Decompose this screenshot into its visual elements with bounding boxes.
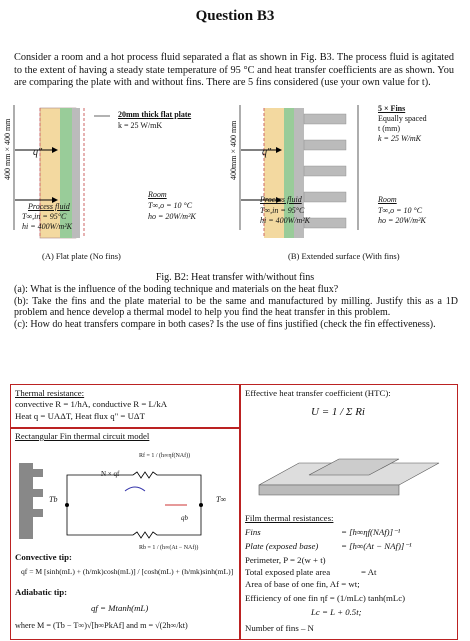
thermal-res-l1: convective R = 1/hA, conductive R = L/kA — [15, 399, 168, 409]
intro-paragraph: Consider a room and a hot process fluid separated a flat as shown in Fig. B3. The process fluid is agitated to the extent of having a steady state temperature of 95 °C and heat transfer coefficients are as shown. You are comparing the plate with and without fins. There are 5 fins considered (use your own value for t). — [14, 52, 454, 89]
question-c: (c): How do heat transfers compare in both cases? Is the use of fins justified (check the fin effectiveness). — [14, 318, 436, 330]
fig-a-fluid-T: T∞,in = 95°C — [22, 212, 67, 221]
film-row-7-label: Number of fins – N — [245, 623, 314, 633]
fig-b-room-h: ho = 20W/m²K — [378, 216, 426, 225]
circuit-tinf: T∞ — [216, 495, 227, 504]
questions — [14, 284, 458, 330]
figure-caption: Fig. B2: Heat transfer with/without fins — [155, 272, 315, 283]
film-row-1-label: Plate (exposed base) — [245, 541, 319, 551]
fig-b-room-T: T∞,o = 10 °C — [378, 206, 423, 215]
fig-b-fins-l1: Equally spaced — [378, 114, 427, 123]
fig-b-fins-l2: t (mm) — [378, 124, 400, 133]
conv-tip-title: Convective tip: — [15, 552, 72, 562]
question-b: (b): Take the fins and the plate material to be the same and manufactured by milling. Justify this as a 1D problem and hence develop a thermal model to help you find the heat transfer in this problem. — [14, 295, 458, 319]
circuit-rf: Rf = 1 / (h∞ηf(NAf)) — [139, 453, 191, 459]
formula-table — [10, 384, 458, 640]
film-row-6-label: Lc = L + 0.5t; — [311, 607, 362, 617]
fig-b-fluid-T: T∞,in = 95°C — [260, 206, 305, 215]
fig-b-fins-k: k = 25 W/mK — [378, 134, 421, 143]
fig-b-fluid-h: hi = 400W/m²K — [260, 216, 311, 225]
circuit-tb: Tb — [49, 495, 58, 504]
fig-b-dim-label: 400mm × 400 mm — [229, 120, 238, 180]
fig-b-fins-title: 5 × Fins — [378, 104, 406, 113]
fig-a-plate-title: 20mm thick flat plate — [118, 110, 192, 119]
circuit-qb: qb — [181, 514, 188, 522]
page-title: Question B3 — [195, 8, 275, 24]
film-title: Film thermal resistances: — [245, 513, 334, 523]
fig-a-fluid-title: Process fluid — [28, 202, 70, 211]
adia-tip-title: Adiabatic tip: — [15, 587, 68, 597]
fin-model-title: Rectangular Fin thermal circuit model — [15, 431, 150, 441]
htc-title: Effective heat transfer coefficient (HTC): — [245, 388, 391, 398]
fig-a-plate-k: k = 25 W/mK — [118, 121, 163, 130]
fig-b-caption: (B) Extended surface (With fins) — [288, 251, 400, 261]
fig-a-q-label: q" — [33, 147, 43, 158]
thermal-res-l2: Heat q = UAΔT, Heat flux q" = UΔT — [15, 411, 145, 421]
question-a: (a): What is the influence of the boding technique and materials on the heat flux? — [14, 284, 339, 295]
adia-tip-formula: qf = Mtanh(mL) — [91, 603, 149, 613]
film-row-1-value: = [h∞(At − NAf)]⁻¹ — [341, 541, 412, 551]
where-definitions: where M = (Tb − T∞)√[h∞PkAf] and m = √(2h∞/kt) — [15, 621, 188, 630]
fin-geometry-diagram — [249, 445, 449, 507]
thermal-res-title: Thermal resistance: — [15, 388, 85, 398]
film-row-0-label: Fins — [245, 527, 261, 537]
film-row-3-label: Total exposed plate area — [245, 567, 331, 577]
fig-b-fluid-title: Process fluid — [260, 195, 302, 204]
fig-a-room-h: ho = 20W/m²K — [148, 212, 196, 221]
film-row-4-label: Area of base of one fin, Af = wt; — [245, 579, 360, 589]
fig-a-room-T: T∞,o = 10 °C — [148, 201, 193, 210]
fig-b-q-label: q" — [262, 147, 272, 158]
film-row-2-label: Perimeter, P = 2(w + t) — [245, 555, 326, 565]
figure-b-finned-plate — [232, 100, 468, 260]
fig-b-room-title: Room — [378, 195, 397, 204]
circuit-rb: Rb = 1 / (h∞(At − NAf)) — [139, 545, 199, 551]
htc-formula: U = 1 / Σ Ri — [311, 406, 365, 418]
film-row-3-value: = At — [361, 567, 377, 577]
fig-a-caption: (A) Flat plate (No fins) — [42, 251, 121, 261]
film-row-5-label: Efficiency of one fin ηf = (1/mLc) tanh(mLc) — [245, 593, 406, 603]
conv-tip-formula: qf = M [sinh(mL) + (h/mk)cosh(mL)] / [cosh(mL) + (h/mk)sinh(mL)] — [21, 567, 234, 576]
circuit-nq: N × qf — [101, 470, 120, 478]
fig-a-room-title: Room — [148, 190, 167, 199]
fig-a-dim-label: 400 mm × 400 mm — [3, 118, 12, 180]
film-row-0-value: = [h∞ηf(NAf)]⁻¹ — [341, 527, 401, 537]
fig-a-fluid-h: hi = 400W/m²K — [22, 222, 73, 231]
